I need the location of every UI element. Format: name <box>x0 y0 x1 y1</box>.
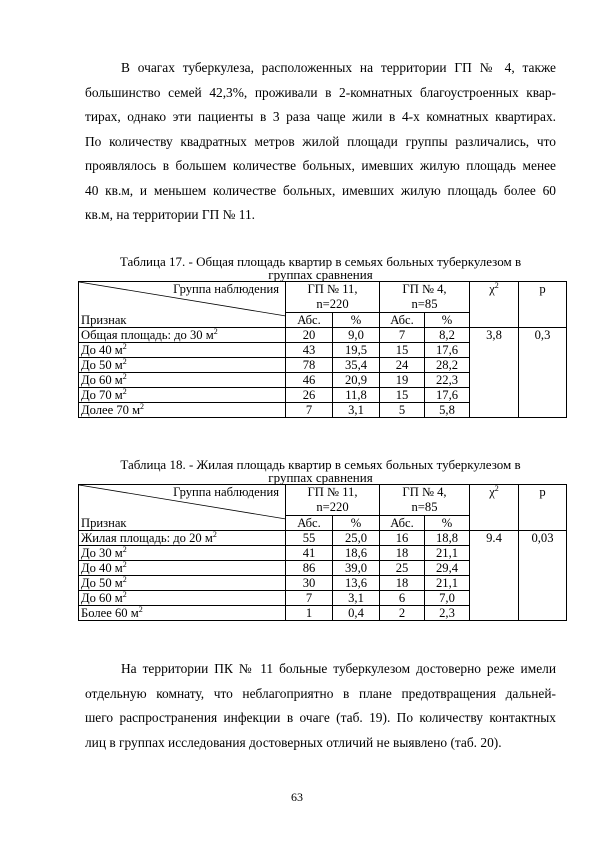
header-abs: Абс. <box>286 313 333 328</box>
header-sign-label: Признак <box>81 516 127 530</box>
closing-paragraph <box>85 657 556 755</box>
table-17 <box>78 281 567 418</box>
table-18-caption <box>85 458 556 484</box>
row-label: До 60 $м^2$ <box>79 591 286 606</box>
cell-abs-gp4: 18 <box>380 546 425 561</box>
header-gp4 <box>380 282 470 313</box>
cell-abs-gp11: 7 <box>286 591 333 606</box>
table-18 <box>78 484 567 621</box>
header-abs: Абс. <box>286 516 333 531</box>
cell-abs-gp4: 24 <box>380 358 425 373</box>
caption-line: Таблица 17. - Общая площадь квартир в семьях больных туберкулезом в <box>119 254 522 269</box>
page-number: 63 <box>291 790 303 804</box>
text-line: тирах, однако эти пациенты в 3 раза чаще жили в 4-х комнатных квартирах. <box>85 109 556 124</box>
cell-pct-gp4: 21,1 <box>425 546 470 561</box>
cell-abs-gp11: 78 <box>286 358 333 373</box>
header-group-label: Группа наблюдения <box>173 485 279 499</box>
header-diagonal-cell <box>79 282 286 328</box>
gp11-label: ГП № 11, <box>307 282 358 296</box>
cell-p-value: 0,03 <box>519 531 567 621</box>
cell-abs-gp11: 43 <box>286 343 333 358</box>
gp4-label: ГП № 4, <box>402 485 447 499</box>
cell-abs-gp4: 15 <box>380 343 425 358</box>
header-pct: % <box>333 516 380 531</box>
row-label: Общая площадь: до 30 $м^2$ <box>79 328 286 343</box>
row-label: До 40 $м^2$ <box>79 343 286 358</box>
cell-abs-gp11: 26 <box>286 388 333 403</box>
row-label: Более 60 $м^2$ <box>79 606 286 621</box>
cell-pct-gp11: 20,9 <box>333 373 380 388</box>
cell-abs-gp4: 25 <box>380 561 425 576</box>
cell-pct-gp11: 19,5 <box>333 343 380 358</box>
header-gp11 <box>286 485 380 516</box>
caption-line: Таблица 18. - Жилая площадь квартир в семьях больных туберкулезом в <box>120 457 521 472</box>
header-p: p <box>519 485 567 531</box>
header-diagonal-cell <box>79 485 286 531</box>
header-abs: Абс. <box>380 313 425 328</box>
cell-abs-gp4: 15 <box>380 388 425 403</box>
cell-pct-gp4: 21,1 <box>425 576 470 591</box>
header-p: p <box>519 282 567 328</box>
row-label: До 30 $м^2$ <box>79 546 286 561</box>
text-line: кв.м, на территории ГП № 11. <box>85 207 256 222</box>
text-line: В очагах туберкулеза, расположенных на территории ГП № 4, также <box>121 60 556 75</box>
cell-pct-gp11: 35,4 <box>333 358 380 373</box>
header-pct: % <box>425 313 470 328</box>
text-line: отдельную комнату, что неблагоприятно в плане предотвращения дальней- <box>85 685 556 701</box>
cell-abs-gp11: 1 <box>286 606 333 621</box>
cell-abs-gp4: 18 <box>380 576 425 591</box>
header-pct: % <box>425 516 470 531</box>
cell-chi-value: 3,8 <box>470 328 519 418</box>
cell-pct-gp11: 0,4 <box>333 606 380 621</box>
caption-line: группах сравнения <box>268 470 373 485</box>
cell-abs-gp4: 5 <box>380 403 425 418</box>
header-group-label: Группа наблюдения <box>173 282 279 296</box>
gp4-n: n=85 <box>411 500 438 514</box>
cell-p-value: 0,3 <box>519 328 567 418</box>
cell-pct-gp11: 13,6 <box>333 576 380 591</box>
cell-pct-gp4: 17,6 <box>425 343 470 358</box>
cell-pct-gp11: 39,0 <box>333 561 380 576</box>
text-line: По количеству квадратных метров жилой площади группы различались, что <box>85 133 556 149</box>
cell-pct-gp4: 28,2 <box>425 358 470 373</box>
gp4-n: n=85 <box>411 297 438 311</box>
header-abs: Абс. <box>380 516 425 531</box>
cell-pct-gp4: 17,6 <box>425 388 470 403</box>
caption-line: группах сравнения <box>268 267 373 282</box>
row-label: Жилая площадь: до 20 $м^2$ <box>79 531 286 546</box>
cell-abs-gp4: 16 <box>380 531 425 546</box>
cell-pct-gp11: 11,8 <box>333 388 380 403</box>
cell-chi-value: 9.4 <box>470 531 519 621</box>
intro-paragraph <box>85 56 556 228</box>
row-label: До 70 $м^2$ <box>79 388 286 403</box>
cell-pct-gp4: 5,8 <box>425 403 470 418</box>
header-gp4 <box>380 485 470 516</box>
row-label: До 40 $м^2$ <box>79 561 286 576</box>
cell-abs-gp4: 7 <box>380 328 425 343</box>
cell-abs-gp4: 19 <box>380 373 425 388</box>
text-line: проявлялось в большем количестве больных, имевших жилую площадь менее <box>85 158 556 173</box>
cell-abs-gp11: 86 <box>286 561 333 576</box>
text-line: большинство семей 42,3%, проживали в 2-комнатных благоустроенных квар- <box>85 84 556 100</box>
cell-pct-gp4: 2,3 <box>425 606 470 621</box>
text-line: лиц в группах исследования достоверных отличий не выявлено (таб. 20). <box>85 734 502 750</box>
row-label: До 60 $м^2$ <box>79 373 286 388</box>
cell-pct-gp4: 7,0 <box>425 591 470 606</box>
header-chi: $\chi^2$ <box>470 485 519 531</box>
table-17-caption <box>85 255 556 281</box>
gp11-n: n=220 <box>316 297 349 311</box>
header-sign-label: Признак <box>81 313 127 327</box>
gp4-label: ГП № 4, <box>402 282 447 296</box>
text-line: На территории ПК № 11 больные туберкулезом достоверно реже имели <box>121 661 556 676</box>
cell-pct-gp11: 3,1 <box>333 591 380 606</box>
cell-pct-gp4: 18,8 <box>425 531 470 546</box>
cell-abs-gp4: 6 <box>380 591 425 606</box>
header-chi: $\chi^2$ <box>470 282 519 328</box>
cell-abs-gp11: 41 <box>286 546 333 561</box>
gp11-label: ГП № 11, <box>307 485 358 499</box>
cell-pct-gp11: 3,1 <box>333 403 380 418</box>
cell-pct-gp4: 29,4 <box>425 561 470 576</box>
cell-abs-gp11: 55 <box>286 531 333 546</box>
header-pct: % <box>333 313 380 328</box>
text-line: шего распространения инфекции в очаге (таб. 19). По количеству контактных <box>85 710 556 725</box>
cell-abs-gp11: 7 <box>286 403 333 418</box>
cell-pct-gp11: 25,0 <box>333 531 380 546</box>
cell-abs-gp11: 20 <box>286 328 333 343</box>
cell-pct-gp4: 8,2 <box>425 328 470 343</box>
row-label: Долее 70 $м^2$ <box>79 403 286 418</box>
cell-abs-gp4: 2 <box>380 606 425 621</box>
row-label: До 50 $м^2$ <box>79 576 286 591</box>
cell-pct-gp4: 22,3 <box>425 373 470 388</box>
row-label: До 50 $м^2$ <box>79 358 286 373</box>
header-gp11 <box>286 282 380 313</box>
text-line: 40 кв.м, и меньшем количестве больных, имевших жилую площадь более 60 <box>85 182 556 198</box>
cell-pct-gp11: 18,6 <box>333 546 380 561</box>
gp11-n: n=220 <box>316 500 349 514</box>
cell-abs-gp11: 30 <box>286 576 333 591</box>
cell-pct-gp11: 9,0 <box>333 328 380 343</box>
cell-abs-gp11: 46 <box>286 373 333 388</box>
